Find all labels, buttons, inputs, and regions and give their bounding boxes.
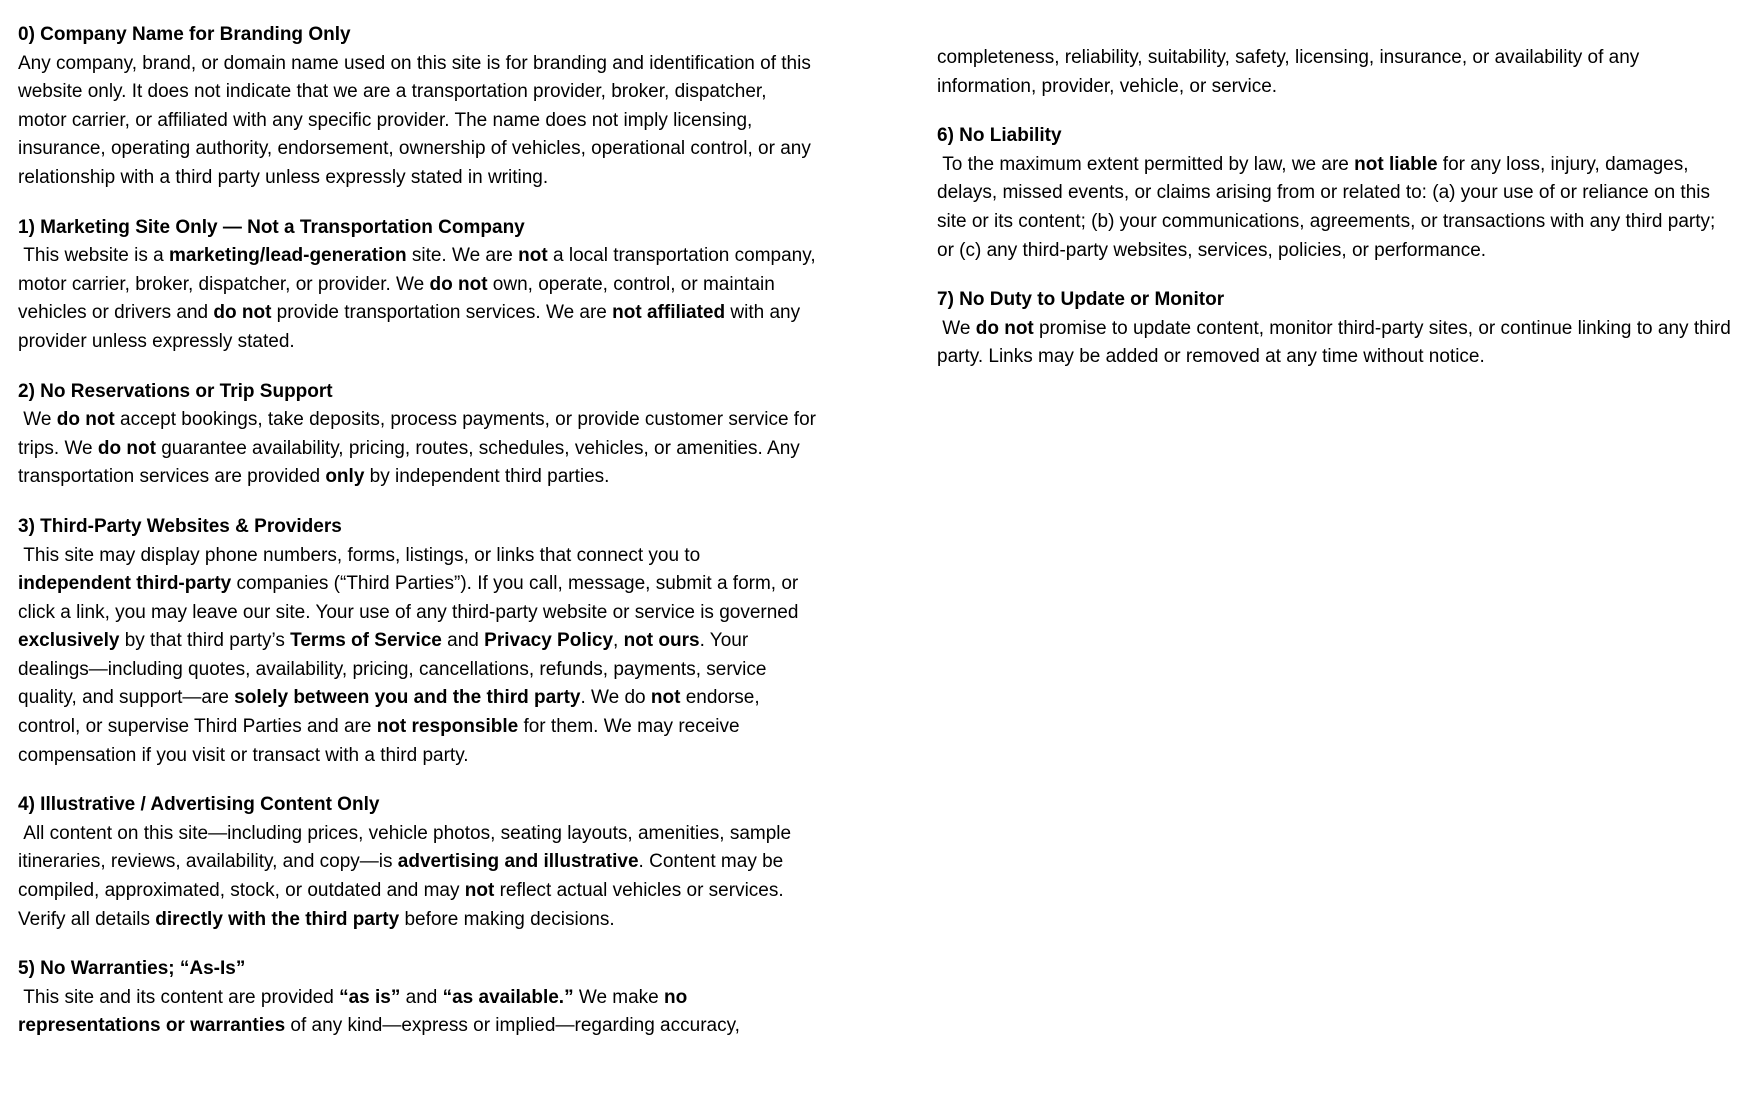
text-run: promise to update content, monitor third-party sites, or continue linking to any third party. Links may be added or removed at any time without notice.	[937, 317, 1737, 368]
bold-text-run: not	[464, 880, 495, 902]
bold-text-run: only	[325, 466, 365, 488]
bold-text-run: Privacy Policy	[484, 630, 614, 652]
section-paragraph	[18, 214, 821, 357]
left-column	[18, 21, 822, 1062]
section-paragraph	[18, 378, 822, 492]
text-run: guarantee availability, pricing, routes, schedules, vehicles, or amenities. Any transportation services are provided	[18, 437, 806, 488]
text-run: and	[400, 986, 443, 1008]
bold-text-run: not responsible	[376, 716, 519, 738]
text-run: site. We are	[406, 245, 519, 267]
text-run: To the maximum extent permitted by law, we are	[937, 153, 1355, 175]
section-heading: 2) No Reservations or Trip Support	[18, 380, 333, 402]
section-paragraph	[18, 21, 818, 193]
section-heading: 0) Company Name for Branding Only	[18, 24, 351, 45]
bold-text-run: not	[650, 687, 681, 709]
text-run: This site and its content are provided	[18, 986, 340, 1008]
section-paragraph	[937, 286, 1737, 372]
section-continuation-paragraph	[937, 44, 1737, 101]
bold-text-run: independent third-party	[18, 573, 232, 595]
bold-text-run: not liable	[1354, 153, 1438, 175]
bold-text-run: exclusively	[18, 630, 120, 652]
bold-text-run: do not	[56, 409, 115, 431]
bold-text-run: “as available.”	[442, 986, 574, 1008]
text-run: provide transportation services. We are	[271, 302, 613, 324]
section-heading: 6) No Liability	[937, 125, 1062, 147]
text-run: of any kind—express or implied—regarding accuracy,	[285, 1015, 740, 1037]
text-run: and	[441, 630, 485, 652]
text-run: with any provider unless expressly stated.	[18, 302, 806, 352]
text-run: companies (“Third Parties”). If you call, message, submit a form, or click a link, you may leave our site. Your use of any third-party website or service is governed	[18, 573, 804, 623]
text-run: This website is a	[18, 245, 170, 267]
text-run: We	[18, 409, 57, 431]
bold-text-run: do not	[429, 273, 488, 295]
text-run: . Your dealings—including quotes, availability, pricing, cancellations, refunds, payments, service quality, and support—are	[18, 630, 772, 709]
text-run: We	[937, 317, 976, 339]
text-run: for any loss, injury, damages, delays, missed events, or claims arising from or related to: (a) your use of or reliance on this site or its content; (b) your communications, agreements, or transactions with any third party; or (c) any third-party websites, services, policies, or performance.	[937, 153, 1721, 261]
text-run: . We do	[580, 687, 651, 709]
text-run: own, operate, control, or maintain vehicles or drivers and	[18, 273, 781, 324]
text-run: reflect actual vehicles or services. Verify all details	[18, 880, 789, 930]
section-paragraph	[18, 791, 818, 934]
text-run: before making decisions.	[399, 908, 615, 930]
text-run: We make	[573, 986, 665, 1008]
section-heading: 7) No Duty to Update or Monitor	[937, 289, 1225, 311]
section-heading: 3) Third-Party Websites & Providers	[18, 515, 342, 537]
bold-text-run: directly with the third party	[155, 908, 400, 930]
text-run: endorse, control, or supervise Third Parties and are	[18, 687, 765, 738]
section-paragraph	[937, 122, 1737, 265]
text-run: a local transportation company, motor carrier, broker, dispatcher, or provider. We	[18, 245, 821, 295]
text-run: All content on this site—including prices, vehicle photos, seating layouts, amenities, sample itineraries, reviews, availability, and copy—is	[18, 822, 797, 873]
section-heading: 4) Illustrative / Advertising Content Only	[18, 794, 380, 816]
bold-text-run: do not	[97, 437, 156, 459]
bold-text-run: “as is”	[339, 986, 401, 1008]
text-run: by independent third parties.	[364, 466, 610, 488]
section-paragraph	[18, 513, 818, 770]
bold-text-run: not affiliated	[612, 302, 726, 324]
text-run: This site may display phone numbers, forms, listings, or links that connect you to	[18, 544, 706, 566]
section-heading: 1) Marketing Site Only — Not a Transportation Company	[18, 216, 525, 238]
text-run: Any company, brand, or domain name used on this site is for branding and identification of this website only. It does not indicate that we are a transportation provider, broker, dispatcher, motor carrier, or affiliated with any specific provider. The name does not imply licensing, insurance, operating authority, endorsement, ownership of vehicles, operational control, or any relationship with a third party unless expressly stated in writing.	[18, 52, 817, 188]
bold-text-run: do not	[975, 317, 1034, 339]
right-column	[937, 44, 1737, 393]
text-run: by that third party’s	[119, 630, 291, 652]
text-run: . Content may be compiled, approximated, stock, or outdated and may	[18, 851, 789, 902]
text-run: accept bookings, take deposits, process payments, or provide customer service for trips. We	[18, 409, 822, 459]
bold-text-run: marketing/lead-generation	[169, 245, 407, 267]
bold-text-run: solely between you and the third party	[234, 687, 581, 709]
text-run: for them. We may receive compensation if you visit or transact with a third party.	[18, 716, 745, 766]
bold-text-run: not ours	[623, 630, 700, 652]
text-run: ,	[613, 630, 624, 652]
bold-text-run: do not	[213, 302, 272, 324]
text-run: completeness, reliability, suitability, safety, licensing, insurance, or availability of any information, provider, vehicle, or service.	[937, 47, 1645, 97]
bold-text-run: not	[518, 245, 548, 267]
section-paragraph	[18, 955, 818, 1041]
bold-text-run: no representations or warranties	[18, 986, 693, 1037]
bold-text-run: Terms of Service	[290, 630, 442, 652]
bold-text-run: advertising and illustrative	[397, 851, 639, 873]
section-heading: 5) No Warranties; “As-Is”	[18, 958, 246, 980]
